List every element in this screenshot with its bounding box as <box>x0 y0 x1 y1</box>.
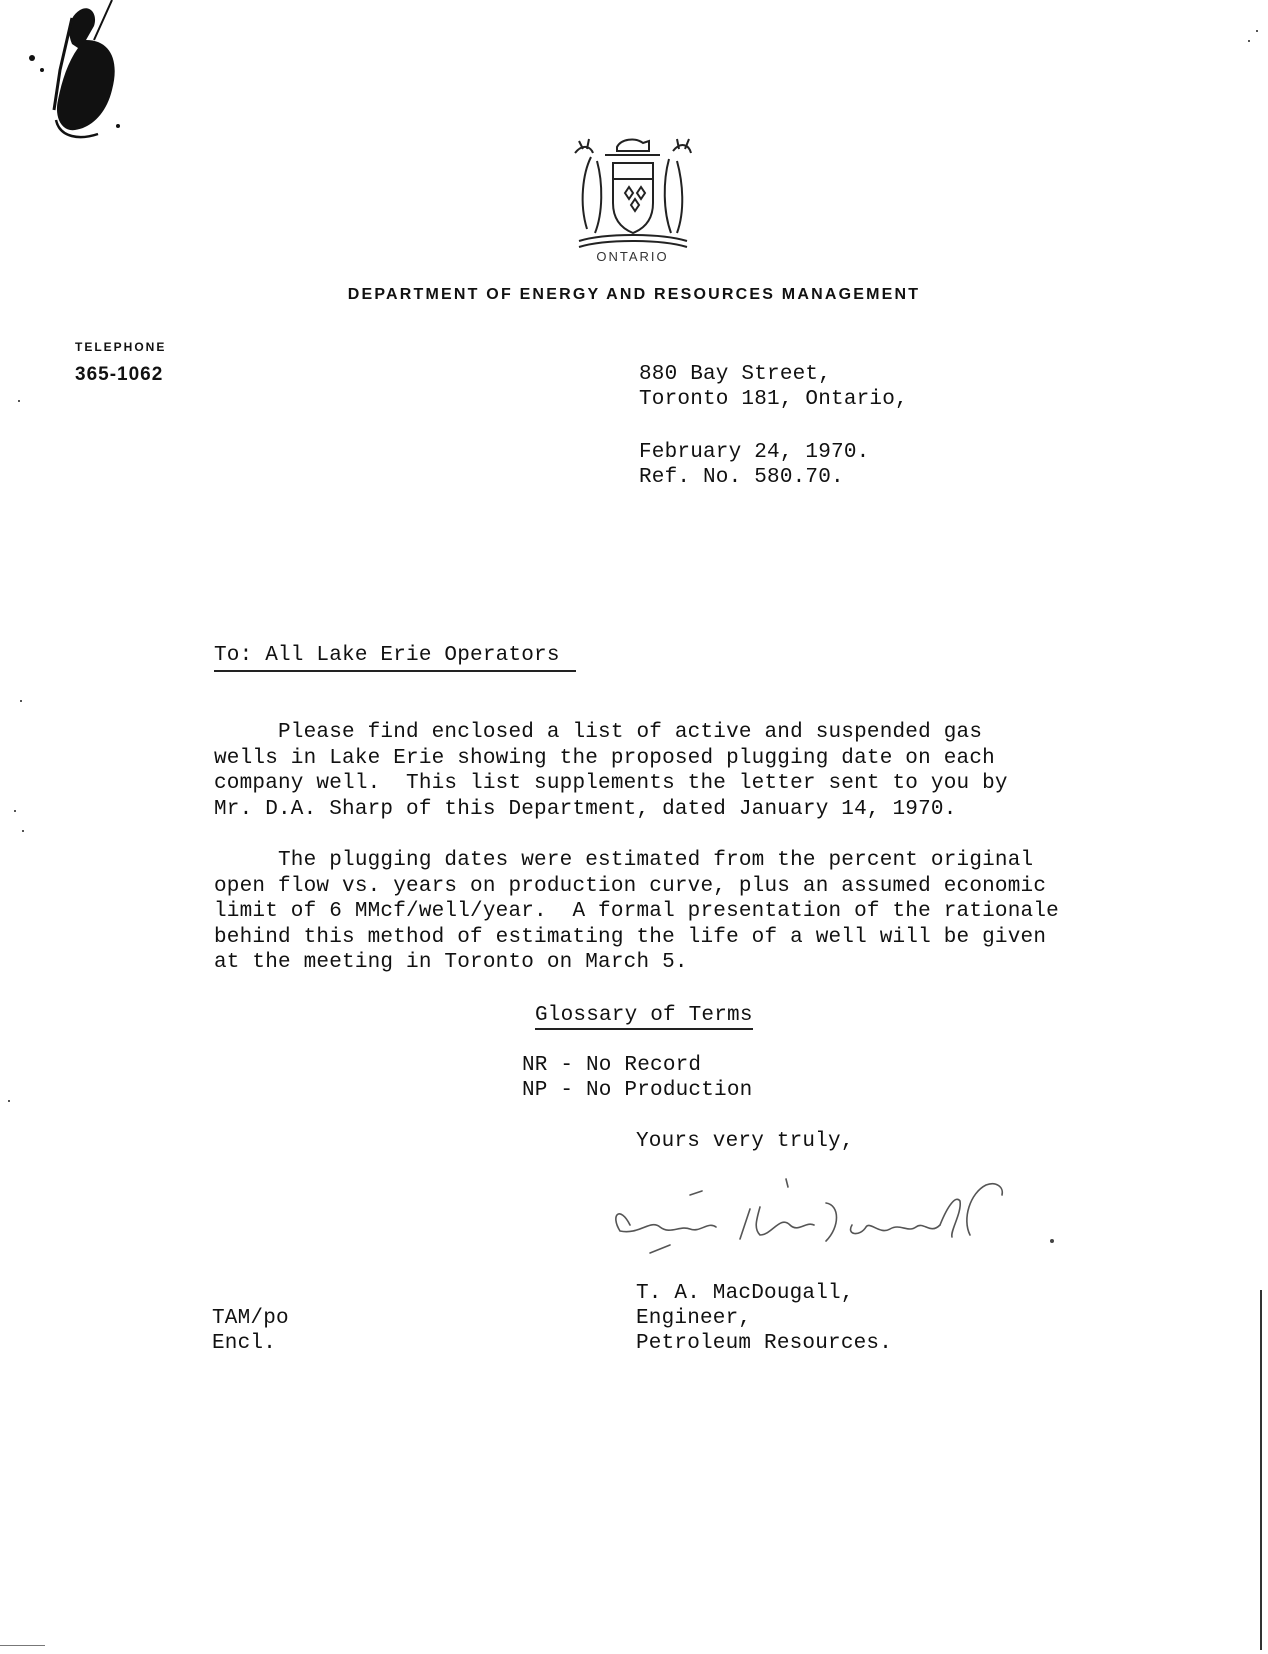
typist-initials: TAM/po <box>212 1307 289 1330</box>
scan-speck <box>20 700 22 702</box>
glossary-item-np: NP - No Production <box>522 1079 753 1102</box>
ontario-coat-of-arms-icon <box>565 133 700 263</box>
glossary-title: Glossary of Terms <box>535 1004 753 1027</box>
scan-speck <box>22 830 24 832</box>
ink-blot-mark <box>20 0 150 150</box>
address-line-street: 880 Bay Street, <box>639 363 832 386</box>
scan-speck <box>8 1100 10 1102</box>
glossary-item-nr: NR - No Record <box>522 1054 702 1077</box>
scan-edge-line <box>1260 1290 1262 1650</box>
recipient-line: To: All Lake Erie Operators <box>214 644 560 667</box>
scan-speck <box>18 400 20 402</box>
recipient-underline <box>214 670 576 672</box>
signatory-name: T. A. MacDougall, <box>636 1282 854 1305</box>
telephone-number: 365-1062 <box>75 364 164 385</box>
enclosure-note: Encl. <box>212 1332 277 1355</box>
crest-label: ONTARIO <box>596 249 669 264</box>
glossary-underline <box>535 1028 753 1030</box>
telephone-label: TELEPHONE <box>75 340 167 354</box>
scan-speck <box>1248 40 1250 42</box>
scan-speck <box>1256 30 1258 32</box>
department-heading: DEPARTMENT OF ENERGY AND RESOURCES MANAGEMENT <box>347 286 921 303</box>
letter-date: February 24, 1970. <box>639 441 870 464</box>
handwritten-signature <box>590 1165 1060 1260</box>
address-line-city: Toronto 181, Ontario, <box>639 388 908 411</box>
reference-number: Ref. No. 580.70. <box>639 466 844 489</box>
signatory-title: Engineer, <box>636 1307 752 1330</box>
scan-bottom-mark <box>0 1645 45 1646</box>
body-paragraph-2: The plugging dates were estimated from the percent original open flow vs. years on production curve, plus an assumed economic limit of 6 MMcf/well/year. A formal presentation of the rationale behind this method of estimating the life of a well will be given at the meeting in Toronto on March 5. <box>214 849 1059 974</box>
complimentary-close: Yours very truly, <box>636 1130 854 1153</box>
body-paragraph-1: Please find enclosed a list of active and suspended gas wells in Lake Erie showing the proposed plugging date on each company well. This list supplements the letter sent to you by Mr. D.A. Sharp of this Department, dated January 14, 1970. <box>214 721 1008 821</box>
scan-speck <box>14 810 16 812</box>
signatory-division: Petroleum Resources. <box>636 1332 893 1355</box>
